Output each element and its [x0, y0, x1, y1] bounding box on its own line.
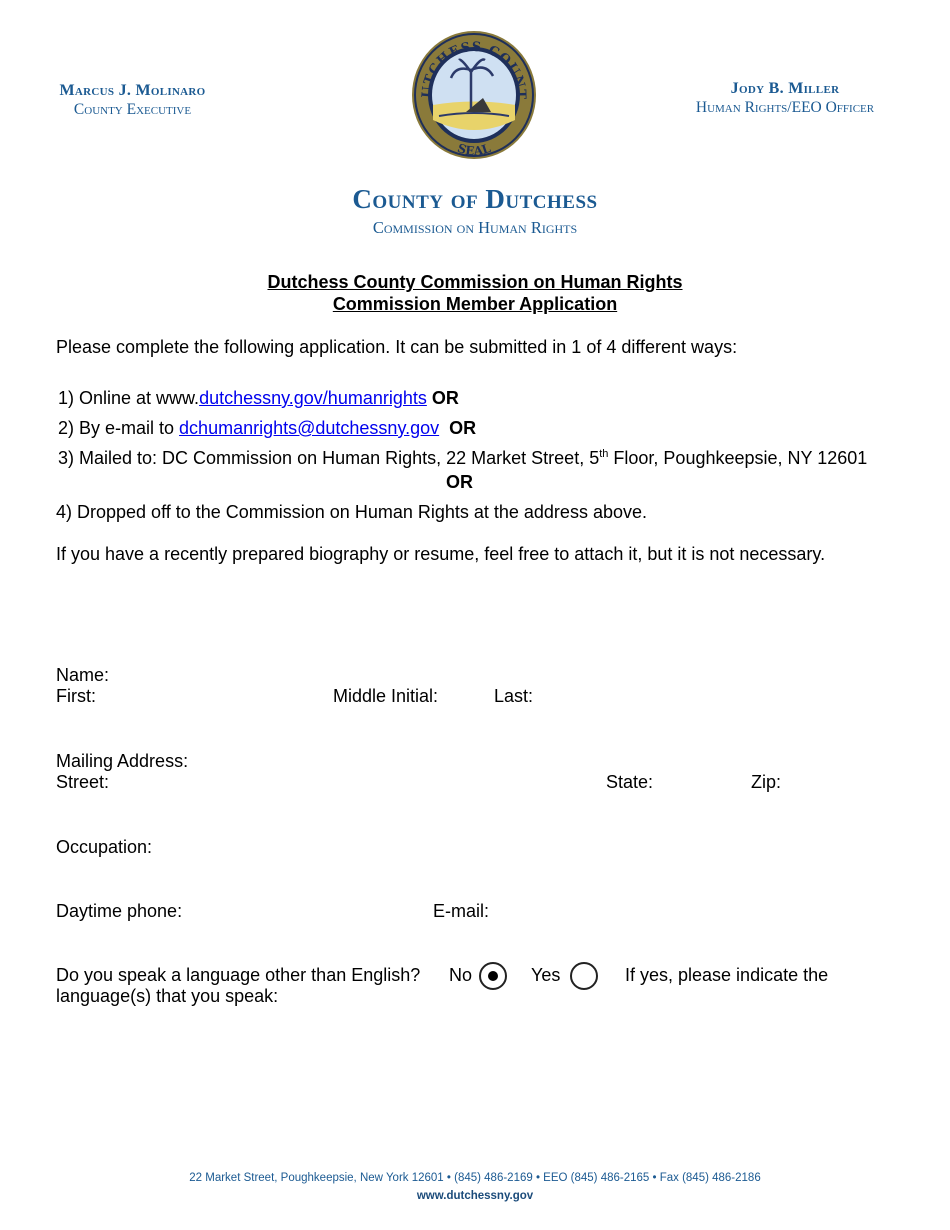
language-no-radio[interactable]	[479, 962, 507, 990]
mailing-address-label: Mailing Address:	[56, 751, 189, 771]
option-drop-off: 4) Dropped off to the Commission on Human Rights at the address above.	[56, 502, 647, 522]
option-online-or: OR	[431, 388, 459, 408]
county-seal-logo	[411, 30, 537, 160]
last-name-label: Last:	[494, 686, 534, 706]
county-executive-name: Marcus J. Molinaro	[59, 82, 206, 99]
language-yes-label: Yes	[531, 965, 561, 985]
state-label: State:	[606, 772, 654, 792]
first-name-label: First:	[56, 686, 96, 706]
language-yes-radio[interactable]	[570, 962, 598, 990]
option-or-separator: OR	[446, 472, 473, 492]
name-label: Name:	[56, 665, 110, 685]
document-title-line2: Commission Member Application	[332, 294, 618, 314]
seal-bottom-lettering: SEAL	[455, 140, 493, 159]
county-executive-block	[30, 82, 235, 119]
option-mail-prefix: 3) Mailed to: DC Commission on Human Rights, 22 Market Street, 5	[58, 448, 600, 468]
daytime-phone-label: Daytime phone:	[56, 901, 183, 921]
street-label: Street:	[56, 772, 110, 792]
humanrights-website-link[interactable]: dutchessny.gov/humanrights	[199, 388, 427, 408]
county-executive-title: County Executive	[73, 101, 192, 118]
document-title-line1: Dutchess County Commission on Human Rights	[267, 272, 683, 292]
option-mail	[58, 448, 867, 469]
footer-website: www.dutchessny.gov	[416, 1190, 534, 1202]
resume-note: If you have a recently prepared biography or resume, feel free to attach it, but it is not necessary.	[56, 544, 826, 564]
commission-subheading: Commission on Human Rights	[372, 218, 578, 237]
middle-initial-label: Middle Initial:	[333, 686, 439, 706]
if-yes-text: If yes, please indicate the	[625, 965, 829, 985]
intro-text: Please complete the following application. It can be submitted in 1 of 4 different ways:	[56, 337, 738, 357]
language-question: Do you speak a language other than English?	[56, 965, 421, 985]
zip-label: Zip:	[751, 772, 782, 792]
hr-officer-name: Jody B. Miller	[730, 80, 840, 97]
option-email-or: OR	[449, 418, 477, 438]
email-label: E-mail:	[433, 901, 490, 921]
option-online-prefix: 1) Online at www.	[58, 388, 200, 408]
county-heading: County of Dutchess	[352, 184, 598, 214]
option-mail-ordinal: th	[599, 448, 609, 460]
option-email-prefix: 2) By e-mail to	[58, 418, 180, 438]
footer-address: 22 Market Street, Poughkeepsie, New York 12601 • (845) 486-2169 • EEO (845) 486-2165 • Fax (845) 486-2186	[189, 1172, 761, 1184]
seal-top-lettering: UTCHESS COUNT	[419, 39, 529, 101]
hr-officer-title: Human Rights/EEO Officer	[695, 99, 875, 116]
option-online	[58, 388, 459, 409]
option-mail-suffix: Floor, Poughkeepsie, NY 12601	[608, 448, 868, 468]
languages-spoken-label: language(s) that you speak:	[56, 986, 279, 1006]
language-no-label: No	[449, 965, 473, 985]
option-email	[58, 418, 476, 439]
hr-officer-block	[660, 80, 910, 117]
humanrights-email-link[interactable]: dchumanrights@dutchessny.gov	[179, 418, 440, 438]
occupation-label: Occupation:	[56, 837, 153, 857]
